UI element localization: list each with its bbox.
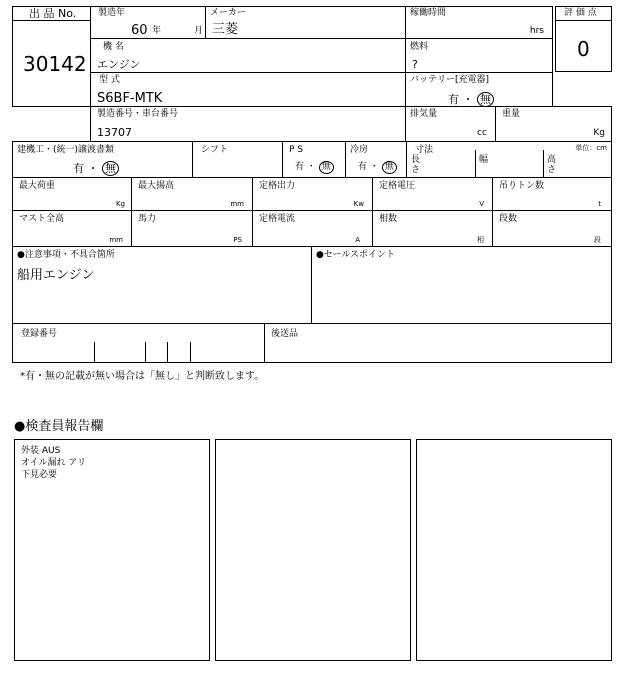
battery-label: バッテリー[充電器] <box>410 75 490 85</box>
dimension-divider-1 <box>475 150 476 178</box>
fuel-cell <box>405 38 553 73</box>
registration-divider-1 <box>94 342 95 363</box>
displacement-label: 排気量 <box>410 109 438 119</box>
sales-point-label: ●セールスポイント <box>316 250 396 260</box>
shipping-items-cell <box>264 323 612 363</box>
battery-dot: ・ <box>462 93 474 106</box>
sales-point-cell <box>311 246 612 324</box>
ac-dot: ・ <box>369 162 379 172</box>
ps-yes: 有 <box>295 162 305 172</box>
max-lift-cell <box>131 177 253 211</box>
registration-divider-2 <box>145 342 146 363</box>
footnote: *有・無の記載が無い場合は「無し」と判断致します。 <box>20 371 265 382</box>
transfer-docs-cell <box>12 141 193 178</box>
power-steering-label: P S <box>289 145 304 155</box>
type-value: S6BF-MTK <box>97 91 163 106</box>
rated-current-cell <box>252 210 373 247</box>
serial-cell <box>90 106 406 142</box>
rated-output-cell <box>252 177 373 211</box>
rated-output-unit: Kw <box>353 200 364 208</box>
hours-label: 稼働時間 <box>410 8 447 18</box>
horsepower-unit: PS <box>233 236 242 244</box>
height-label-2: さ <box>547 165 557 175</box>
fuel-label: 燃料 <box>410 42 429 52</box>
mast-height-unit: mm <box>109 236 123 244</box>
transfer-yes: 有 <box>73 162 84 175</box>
rated-current-unit: A <box>355 236 360 244</box>
ac-yes: 有 <box>358 162 368 172</box>
transfer-dot: ・ <box>87 162 99 175</box>
air-conditioner-cell <box>345 141 407 178</box>
max-lift-label: 最大揚高 <box>138 181 175 191</box>
year-label: 製造年 <box>98 8 126 18</box>
dimension-divider-2 <box>543 150 544 178</box>
shipping-items-label: 後送品 <box>271 329 299 339</box>
registration-cell <box>12 323 265 363</box>
mast-height-cell <box>12 210 132 247</box>
lot-number-label: 出 品 No. <box>29 7 77 20</box>
horsepower-label: 馬力 <box>138 214 157 224</box>
maker-label: メーカー <box>210 8 246 18</box>
dimensions-label: 寸法 <box>415 145 434 155</box>
ps-dot: ・ <box>306 162 316 172</box>
max-lift-unit: mm <box>230 200 244 208</box>
ps-options <box>295 161 334 174</box>
max-load-unit: Kg <box>115 200 125 208</box>
length-label-2: さ <box>411 165 421 175</box>
serial-label: 製造番号・車台番号 <box>97 109 179 119</box>
transfer-options <box>73 161 119 176</box>
height-label: 高 <box>547 155 557 165</box>
air-conditioner-label: 冷房 <box>350 145 369 155</box>
power-steering-cell <box>282 141 346 178</box>
dimensions-cell <box>406 141 612 178</box>
battery-options <box>448 92 494 107</box>
rated-current-label: 定格電流 <box>259 214 296 224</box>
ac-no-circled: 無 <box>382 161 397 174</box>
phase-unit: 相 <box>477 236 484 244</box>
year-value: 60 <box>131 23 148 38</box>
phase-label: 相数 <box>379 214 398 224</box>
model-name-cell <box>90 38 406 73</box>
lift-ton-unit: t <box>598 200 601 208</box>
rated-voltage-cell <box>372 177 493 211</box>
serial-value: 13707 <box>97 126 132 139</box>
inspector-line-2: オイル漏れ アリ <box>21 458 87 468</box>
model-name-value: エンジン <box>97 58 141 71</box>
inspector-box-1 <box>14 439 210 661</box>
rating-cell <box>555 20 612 72</box>
hours-unit: hrs <box>529 26 544 36</box>
inspector-line-3: 下見必要 <box>21 470 58 480</box>
lot-number-cell <box>12 20 91 107</box>
displacement-unit: cc <box>477 128 487 138</box>
rating-header-cell <box>555 6 612 21</box>
fuel-value: ? <box>412 58 418 71</box>
mast-height-label: マスト全高 <box>19 214 65 224</box>
inspector-report-title: ●検査員報告欄 <box>14 419 104 434</box>
shift-label: シフト <box>201 145 229 155</box>
registration-divider-4 <box>190 342 191 363</box>
maker-value: 三菱 <box>212 22 239 37</box>
transfer-docs-label: 建機工・(統一)譲渡書類 <box>17 145 115 155</box>
battery-cell <box>405 72 553 107</box>
displacement-cell <box>405 106 496 142</box>
inspector-line-1: 外装 AUS <box>21 446 61 456</box>
battery-no-circled: 無 <box>477 92 494 107</box>
rating-label: 評 価 点 <box>564 8 597 18</box>
lot-number-header-cell <box>12 6 91 21</box>
lot-number-value: 30142 <box>23 52 87 76</box>
registration-divider-3 <box>167 342 168 363</box>
ac-options <box>358 161 397 174</box>
stages-cell <box>492 210 612 247</box>
rated-voltage-label: 定格電圧 <box>379 181 416 191</box>
max-load-cell <box>12 177 132 211</box>
phase-cell <box>372 210 493 247</box>
horsepower-cell <box>131 210 253 247</box>
maker-cell <box>205 6 406 39</box>
width-label: 幅 <box>479 155 489 165</box>
model-name-label: 機 名 <box>103 42 124 52</box>
registration-label: 登録番号 <box>21 329 58 339</box>
stages-label: 段数 <box>499 214 518 224</box>
battery-yes: 有 <box>448 93 459 106</box>
caution-cell <box>12 246 312 324</box>
stages-unit: 段 <box>594 236 601 244</box>
lift-ton-cell <box>492 177 612 211</box>
transfer-no-circled: 無 <box>102 161 119 176</box>
shift-cell <box>192 141 283 178</box>
weight-cell <box>495 106 612 142</box>
ps-no-circled: 無 <box>319 161 334 174</box>
rating-value: 0 <box>577 37 590 61</box>
inspector-box-2 <box>215 439 411 661</box>
dimensions-unit-note: 単位：cm <box>575 144 607 152</box>
caution-value: 船用エンジン <box>17 268 95 283</box>
caution-label: ●注意事項・不具合箇所 <box>17 250 115 260</box>
weight-label: 重量 <box>502 109 521 119</box>
length-label: 長 <box>411 155 421 165</box>
year-unit: 年 <box>152 26 162 36</box>
lift-ton-label: 吊りトン数 <box>499 181 545 191</box>
max-load-label: 最大荷重 <box>19 181 56 191</box>
rated-output-label: 定格出力 <box>259 181 296 191</box>
type-cell <box>90 72 406 107</box>
month-unit: 月 <box>194 26 204 36</box>
hours-cell <box>405 6 553 39</box>
rated-voltage-unit: V <box>479 200 484 208</box>
year-cell <box>90 6 206 39</box>
type-label: 型 式 <box>99 75 120 85</box>
inspector-box-3 <box>416 439 612 661</box>
weight-unit: Kg <box>593 128 605 138</box>
